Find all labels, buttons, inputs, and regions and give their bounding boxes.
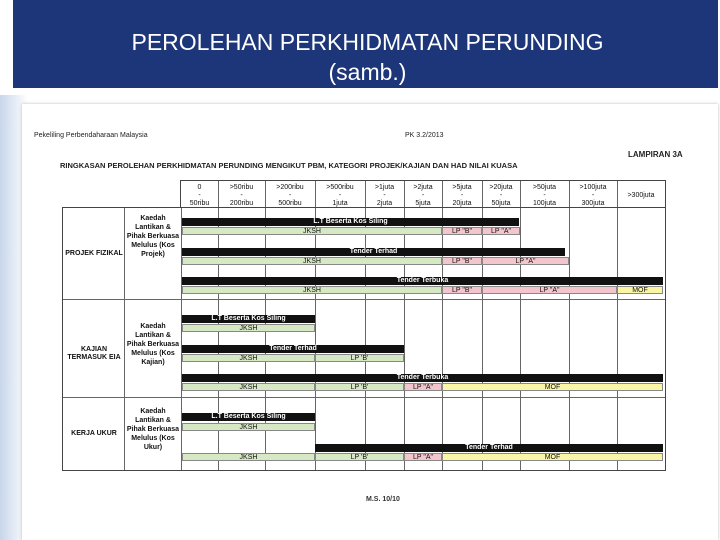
bar-jksh: JKSH	[182, 324, 315, 332]
col-header: >5juta - 20juta	[452, 184, 472, 207]
col-header: >300juta	[627, 192, 655, 199]
bar-lp-b: LP "B"	[442, 227, 482, 235]
bar-lt: L.T Beserta Kos Siling	[182, 218, 519, 226]
slide-title	[0, 27, 720, 87]
bar-mof: MOF	[617, 286, 663, 294]
bar-jksh: JKSH	[182, 286, 442, 294]
bar-jksh: JKSH	[182, 383, 315, 391]
bar-lp-b: LP 'B'	[315, 453, 404, 461]
col-header: >50ribu - 200ribu	[229, 184, 254, 207]
bar-lp-b: LP 'B'	[315, 354, 404, 362]
slide-title-line1: PEROLEHAN PERKHIDMATAN PERUNDING	[131, 29, 604, 55]
col-header: >20juta - 50juta	[489, 184, 513, 207]
bar-lp-a: LP "A"	[404, 383, 442, 391]
col-header: >200ribu - 500ribu	[276, 184, 304, 207]
bar-tender-terhad: Tender Terhad	[315, 444, 663, 452]
col-header: 0 - 50ribu	[189, 184, 210, 207]
row-label: PROJEK FIZIKAL	[65, 250, 123, 257]
bar-lp-a: LP "A"	[404, 453, 442, 461]
bar-jksh: JKSH	[182, 354, 315, 362]
bar-tender-terbuka: Tender Terbuka	[182, 374, 663, 382]
doc-heading: RINGKASAN PEROLEHAN PERKHIDMATAN PERUNDING MENGIKUT PBM, KATEGORI PROJEK/KAJIAN DAN HAD NILAI KUASA	[60, 161, 518, 170]
row-method: Kaedah Lantikan & Pihak Berkuasa Melulus (Kos Kajian)	[126, 323, 180, 366]
doc-header-left: Pekeliling Perbendaharaan Malaysia	[34, 132, 148, 139]
bar-lp-a: LP "A"	[482, 286, 617, 294]
row-label: KERJA UKUR	[71, 430, 117, 437]
document-image	[22, 104, 718, 540]
bar-lp-b: LP "B"	[442, 286, 482, 294]
col-header: >1juta - 2juta	[374, 184, 395, 207]
doc-header-right: PK 3.2/2013	[405, 132, 444, 139]
col-header: >100juta - 300juta	[579, 184, 607, 207]
bar-tender-terhad: Tender Terhad	[182, 248, 565, 256]
bar-lp-a: LP "A"	[482, 257, 569, 265]
bar-lp-a: LP "A"	[482, 227, 520, 235]
col-header: >50juta - 100juta	[532, 184, 557, 207]
bar-jksh: JKSH	[182, 453, 315, 461]
doc-page-number: M.S. 10/10	[366, 496, 400, 503]
doc-appendix: LAMPIRAN 3A	[628, 150, 683, 159]
bar-tender-terbuka: Tender Terbuka	[182, 277, 663, 285]
bar-lp-b: LP 'B'	[315, 383, 404, 391]
bar-lp-b: LP "B"	[442, 257, 482, 265]
bar-lt: L.T Beserta Kos Siling	[182, 413, 315, 421]
slide-title-line2: (samb.)	[328, 59, 407, 85]
col-header: >2juta - 5juta	[413, 184, 433, 207]
bar-mof: MOF	[442, 383, 663, 391]
bar-lt: L.T Beserta Kos Siling	[182, 315, 315, 323]
bar-jksh: JKSH	[182, 423, 315, 431]
bar-jksh: JKSH	[182, 257, 442, 265]
bar-jksh: JKSH	[182, 227, 442, 235]
row-method: Kaedah Lantikan & Pihak Berkuasa Melulus (Kos Projek)	[126, 215, 180, 258]
row-label: KAJIAN TERMASUK EIA	[67, 346, 121, 361]
bar-mof: MOF	[442, 453, 663, 461]
row-method: Kaedah Lantikan & Pihak Berkuasa Melulus (Kos Ukur)	[126, 408, 180, 451]
summary-table	[62, 207, 666, 471]
bar-tender-terhad: Tender Terhad	[182, 345, 404, 353]
col-header: >500ribu - 1juta	[326, 184, 354, 207]
